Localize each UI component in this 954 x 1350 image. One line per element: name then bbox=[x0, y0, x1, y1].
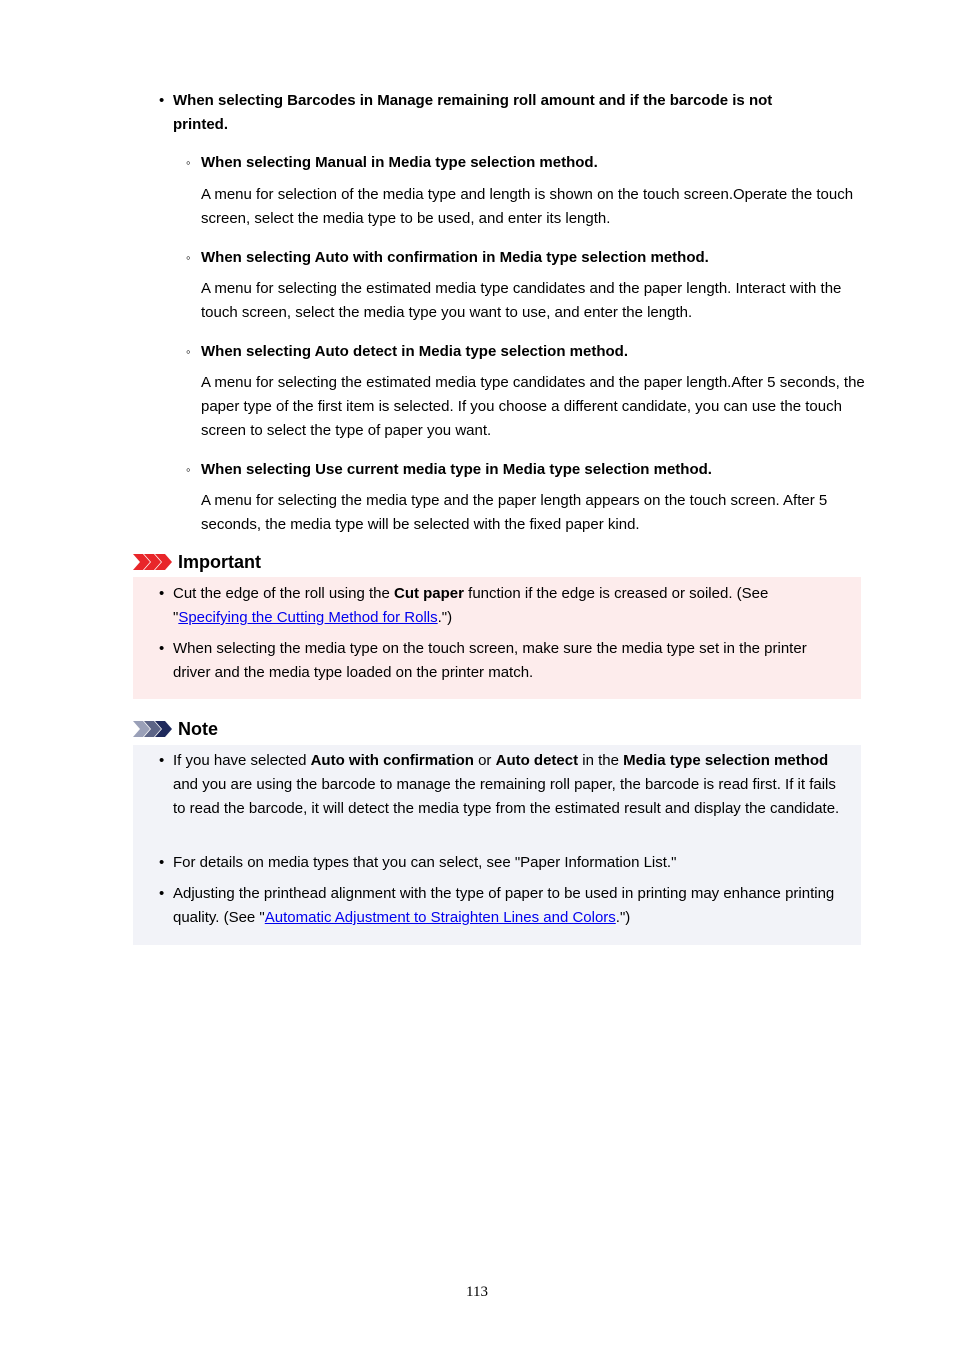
note-item-text bbox=[173, 882, 841, 930]
text-run: If you have selected bbox=[173, 752, 311, 769]
sub-item-title: When selecting Auto with confirmation in Media type selection method. bbox=[201, 249, 709, 266]
important-chevrons-icon bbox=[133, 554, 173, 570]
automatic-adjustment-link[interactable]: Automatic Adjustment to Straighten Lines and Colors bbox=[264, 909, 616, 926]
main-bullet-item bbox=[159, 89, 819, 137]
sub-item-title: When selecting Use current media type in Media type selection method. bbox=[201, 461, 712, 478]
text-run: Cut the edge of the roll using the bbox=[173, 585, 394, 602]
bullet-dot: • bbox=[159, 854, 165, 871]
note-label: Note bbox=[178, 719, 218, 739]
bullet-dot: • bbox=[159, 752, 165, 769]
cutting-method-link[interactable]: Specifying the Cutting Method for Rolls bbox=[178, 609, 438, 626]
cut-paper-term: Cut paper bbox=[393, 585, 464, 602]
text-run: in the bbox=[578, 752, 624, 769]
text-run: .") bbox=[615, 909, 631, 926]
circle-bullet: ◦ bbox=[186, 462, 191, 477]
important-item-text: When selecting the media type on the touch screen, make sure the media type set in the printer driver and the media type loaded on the printer match. bbox=[173, 640, 807, 681]
important-heading bbox=[133, 550, 261, 574]
text-run: .") bbox=[437, 609, 453, 626]
note-heading bbox=[133, 717, 218, 741]
important-label: Important bbox=[178, 552, 261, 572]
bullet-dot: • bbox=[159, 92, 165, 109]
main-bullet-title: When selecting Barcodes in Manage remaining roll amount and if the barcode is not printed. bbox=[173, 92, 773, 133]
bullet-dot: • bbox=[159, 640, 165, 657]
important-box bbox=[133, 577, 861, 699]
note-chevrons-icon bbox=[133, 721, 173, 737]
sub-item-body: A menu for selecting the estimated media type candidates and the paper length. Interact with the touch screen, select the media type you want to use, and enter the length. bbox=[201, 280, 842, 321]
text-run: function if the edge is creased or soiled. (See " bbox=[173, 585, 769, 626]
important-item-text bbox=[173, 582, 841, 630]
bullet-dot: • bbox=[159, 585, 165, 602]
sub-item-body: A menu for selecting the media type and the paper length appears on the touch screen. After 5 seconds, the media type will be selected with the fixed paper kind. bbox=[201, 492, 828, 533]
circle-bullet: ◦ bbox=[186, 155, 191, 170]
note-box bbox=[133, 745, 861, 945]
page-number: 113 bbox=[466, 1284, 488, 1300]
text-run: or bbox=[473, 752, 496, 769]
sub-item-body: A menu for selection of the media type and length is shown on the touch screen.Operate the touch screen, select the media type to be used, and enter its length. bbox=[201, 186, 854, 227]
sub-item-title: When selecting Auto detect in Media type selection method. bbox=[201, 343, 629, 360]
sub-item-body: A menu for selecting the estimated media type candidates and the paper length.After 5 seconds, the paper type of the first item is selected. If you choose a different candidate, you can use the touch screen to select the type of paper you want. bbox=[201, 374, 865, 439]
media-type-selection-method-term: Media type selection method bbox=[623, 752, 829, 769]
bullet-dot: • bbox=[159, 885, 165, 902]
sub-item-title: When selecting Manual in Media type selection method. bbox=[201, 154, 598, 171]
text-run: Adjusting the printhead alignment with the type of paper to be used in printing may enhance printing quality. (See " bbox=[173, 885, 835, 926]
note-item-text: For details on media types that you can select, see "Paper Information List." bbox=[173, 854, 677, 871]
text-run: and you are using the barcode to manage the remaining roll paper, the barcode is read first. If it fails to read the barcode, it will detect the media type from the estimated result and display the candidate. bbox=[173, 776, 840, 817]
circle-bullet: ◦ bbox=[186, 344, 191, 359]
circle-bullet: ◦ bbox=[186, 250, 191, 265]
auto-detect-term: Auto detect bbox=[495, 752, 579, 769]
note-item-text bbox=[173, 749, 841, 821]
auto-with-confirmation-term: Auto with confirmation bbox=[310, 752, 474, 769]
